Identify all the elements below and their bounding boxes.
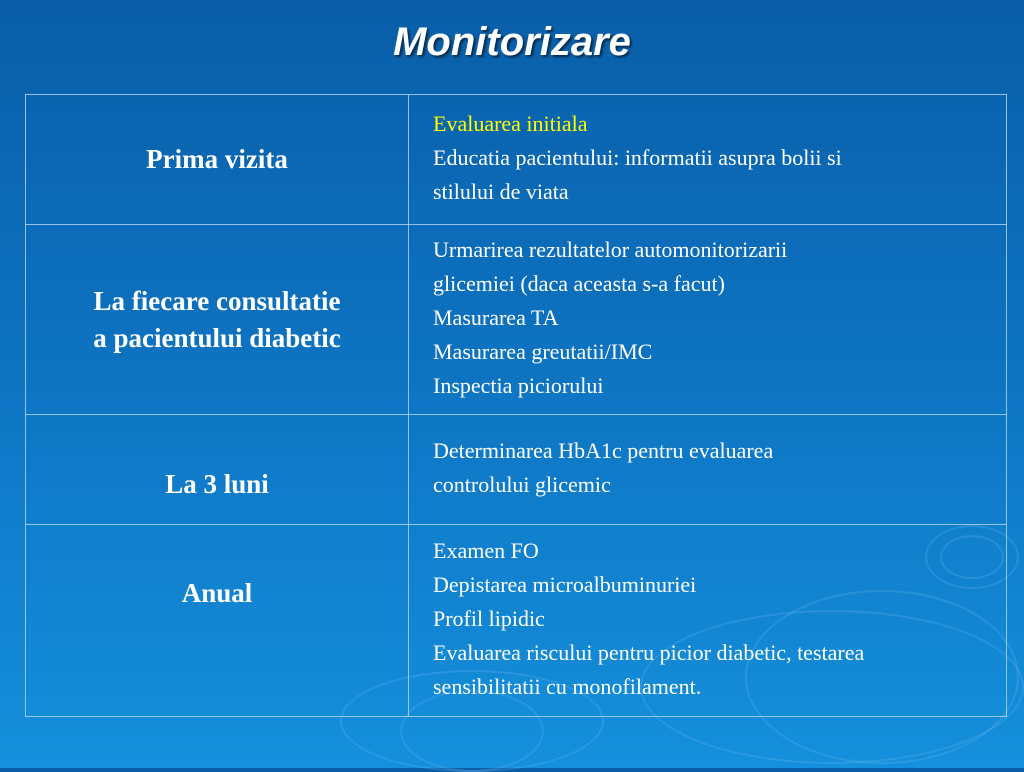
schedule-label-cell xyxy=(26,525,409,717)
schedule-label: Prima vizita xyxy=(146,144,288,174)
detail-line: Depistarea microalbuminuriei xyxy=(433,572,697,597)
detail-line: Determinarea HbA1c pentru evaluarea xyxy=(433,438,774,463)
schedule-label: La fiecare consultatie xyxy=(93,285,341,316)
detail-line: sensibilitatii cu monofilament. xyxy=(433,674,702,699)
detail-line: Educatia pacientului: informatii asupra bolii si xyxy=(433,145,842,170)
table-row xyxy=(26,95,1007,225)
schedule-label: a pacientului diabetic xyxy=(93,322,341,353)
monitoring-table xyxy=(25,94,1007,717)
detail-line: Profil lipidic xyxy=(433,606,545,631)
detail-line: glicemiei (daca aceasta s-a facut) xyxy=(433,271,725,296)
detail-line: stilului de viata xyxy=(433,179,569,204)
table-row xyxy=(26,415,1007,525)
schedule-label-cell xyxy=(26,95,409,225)
slide-title: Monitorizare xyxy=(393,20,631,64)
detail-cell xyxy=(409,225,1007,415)
detail-cell xyxy=(409,525,1007,717)
schedule-label-cell xyxy=(26,415,409,525)
detail-line: Urmarirea rezultatelor automonitorizarii xyxy=(433,237,788,262)
detail-line: Examen FO xyxy=(433,538,539,563)
schedule-label: Anual xyxy=(181,578,253,608)
detail-line: controlului glicemic xyxy=(433,472,611,497)
detail-cell xyxy=(409,95,1007,225)
detail-line: Inspectia piciorului xyxy=(433,373,604,398)
table-row xyxy=(26,225,1007,415)
detail-line: Masurarea greutatii/IMC xyxy=(433,339,653,364)
detail-cell xyxy=(409,415,1007,525)
detail-line: Masurarea TA xyxy=(433,305,559,330)
detail-line: Evaluarea riscului pentru picior diabetic, testarea xyxy=(433,640,865,665)
table-row xyxy=(26,525,1007,717)
schedule-label-cell xyxy=(26,225,409,415)
schedule-label: La 3 luni xyxy=(165,469,269,499)
detail-line-highlighted: Evaluarea initiala xyxy=(433,111,588,136)
